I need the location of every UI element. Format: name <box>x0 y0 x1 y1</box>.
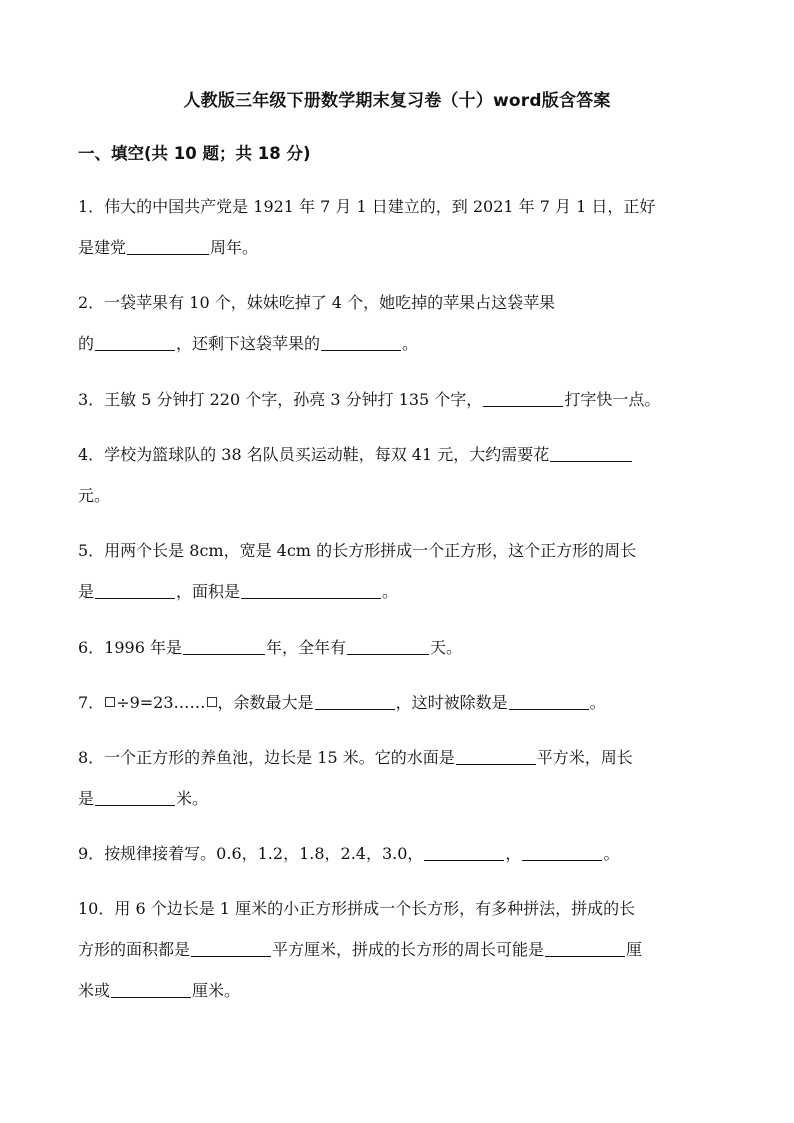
question-text: 。 <box>382 582 399 601</box>
box-icon <box>105 697 115 707</box>
question-3 <box>78 379 718 420</box>
question-text: ，面积是 <box>176 582 241 601</box>
answer-blank[interactable] <box>191 934 271 957</box>
page-title: 人教版三年级下册数学期末复习卷（十）word版含答案 <box>183 91 611 111</box>
question-text: 周年。 <box>210 238 259 257</box>
question-text: 是 <box>78 789 95 808</box>
answer-blank[interactable] <box>241 576 381 599</box>
question-6 <box>78 627 718 668</box>
question-text: 10．用 6 个边长是 1 厘米的小正方形拼成一个长方形，有多种拼法，拼成的长 <box>78 899 636 918</box>
answer-blank[interactable] <box>347 632 429 655</box>
answer-blank[interactable] <box>522 838 602 861</box>
question-text: ÷9=23…… <box>116 693 206 712</box>
question-text: 4．学校为篮球队的 38 名队员买运动鞋，每双 41 元，大约需要花 <box>78 445 550 464</box>
question-5 <box>78 530 718 612</box>
question-text: ，这时被除数是 <box>395 693 508 712</box>
question-text: 平方厘米，拼成的长方形的周长可能是 <box>272 940 545 959</box>
answer-blank[interactable] <box>483 384 563 407</box>
question-8 <box>78 737 718 819</box>
question-text: 厘 <box>626 940 643 959</box>
question-text: 米。 <box>176 789 209 808</box>
answer-blank[interactable] <box>315 687 395 710</box>
section-heading: 一、填空(共 10 题；共 18 分) <box>78 144 311 163</box>
question-text: 2．一袋苹果有 10 个，妹妹吃掉了 4 个，她吃掉的苹果占这袋苹果 <box>78 293 556 312</box>
question-text: 5．用两个长是 8cm，宽是 4cm 的长方形拼成一个正方形，这个正方形的周长 <box>78 541 637 560</box>
question-text: 。 <box>603 844 620 863</box>
question-text: 年，全年有 <box>266 638 347 657</box>
answer-blank[interactable] <box>95 328 175 351</box>
question-text: ，还剩下这袋苹果的 <box>176 334 321 353</box>
answer-blank[interactable] <box>183 632 265 655</box>
answer-blank[interactable] <box>127 232 209 255</box>
question-text: 。 <box>402 334 419 353</box>
question-10 <box>78 888 718 1011</box>
question-text: 打字快一点。 <box>564 390 661 409</box>
box-icon <box>207 697 217 707</box>
question-text: 平方米，周长 <box>536 748 633 767</box>
question-text: 3．王敏 5 分钟打 220 个字，孙亮 3 分钟打 135 个字， <box>78 390 483 409</box>
answer-blank[interactable] <box>95 576 175 599</box>
answer-blank[interactable] <box>456 742 536 765</box>
question-text: 1．伟大的中国共产党是 1921 年 7 月 1 日建立的，到 2021 年 7 月 1 日，正好 <box>78 197 656 216</box>
answer-blank[interactable] <box>545 934 625 957</box>
question-text: 是建党 <box>78 238 127 257</box>
question-1 <box>78 186 718 268</box>
question-text: ，余数最大是 <box>217 693 314 712</box>
question-text: 。 <box>589 693 606 712</box>
question-text: 9．按规律接着写。0.6，1.2，1.8，2.4，3.0， <box>78 844 424 863</box>
question-text: 天。 <box>430 638 463 657</box>
answer-blank[interactable] <box>95 783 175 806</box>
question-text: 6．1996 年是 <box>78 638 182 657</box>
question-2 <box>78 282 718 364</box>
question-9 <box>78 833 718 874</box>
question-text: ， <box>505 844 522 863</box>
question-text: 米或 <box>78 981 111 1000</box>
answer-blank[interactable] <box>509 687 589 710</box>
question-text: 方形的面积都是 <box>78 940 191 959</box>
question-text: 是 <box>78 582 95 601</box>
question-text: 的 <box>78 334 95 353</box>
answer-blank[interactable] <box>111 975 191 998</box>
question-text: 8．一个正方形的养鱼池，边长是 15 米。它的水面是 <box>78 748 455 767</box>
answer-blank[interactable] <box>424 838 504 861</box>
question-text: 元。 <box>78 486 111 505</box>
question-4 <box>78 434 718 516</box>
question-text: 厘米。 <box>192 981 241 1000</box>
question-text: 7． <box>78 693 105 712</box>
answer-blank[interactable] <box>550 439 632 462</box>
answer-blank[interactable] <box>321 328 401 351</box>
question-7 <box>78 682 718 723</box>
